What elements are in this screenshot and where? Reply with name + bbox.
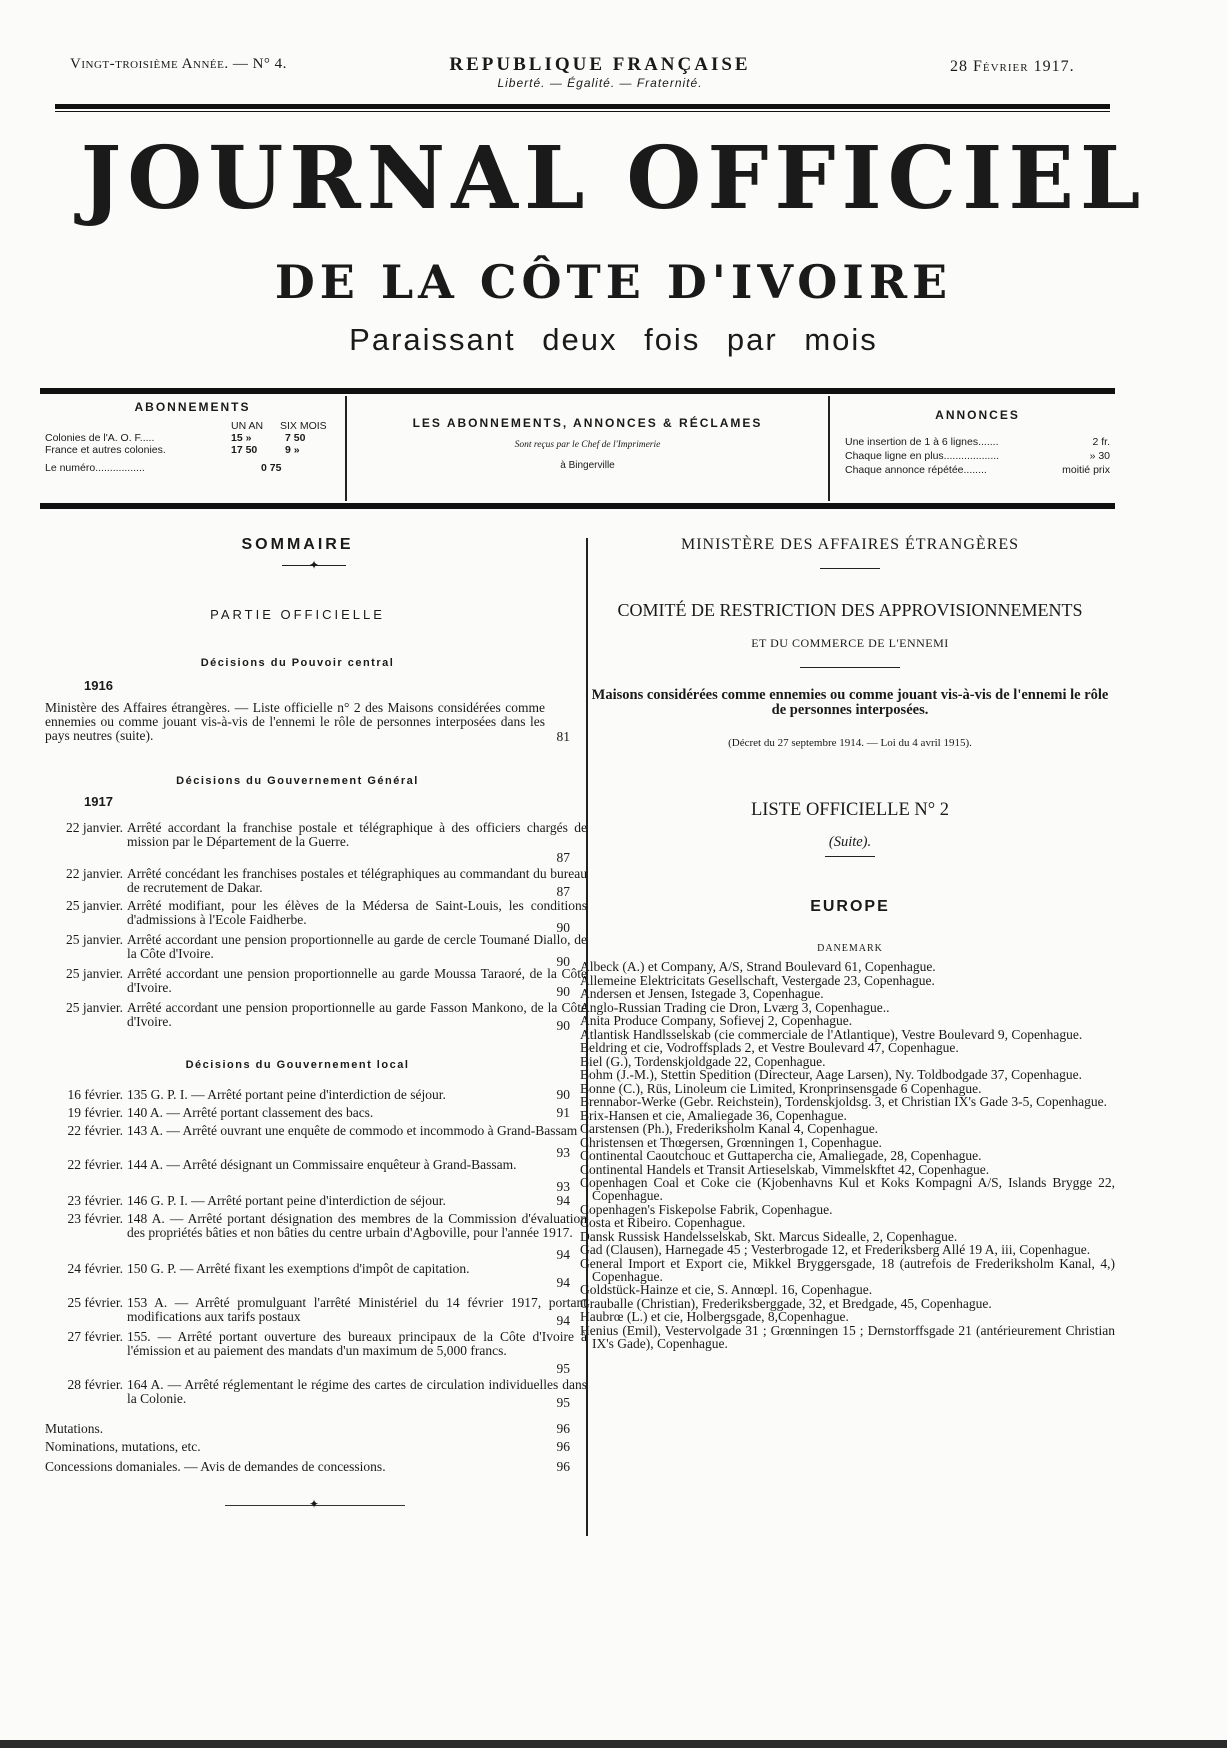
issue-number: Vingt-troisième Année. — N° 4. bbox=[70, 56, 287, 72]
number-label: Le numéro................. bbox=[45, 462, 145, 474]
region-heading: EUROPE bbox=[810, 898, 890, 915]
col-six-label: SIX MOIS bbox=[280, 420, 327, 432]
toc-entry-page: 90 bbox=[556, 1018, 570, 1033]
toc-entry-page: 94 bbox=[556, 1193, 570, 1208]
list-item: Bohm (J.-M.), Stettin Spedition (Directeur, Aage Larsen), Ny. Toldbodgade 37, Copenhague. bbox=[580, 1067, 1083, 1082]
toc-entry-page: 87 bbox=[556, 884, 570, 899]
toc-entry-text: 153 A. — Arrêté promulguant l'arrêté Ministériel du 14 février 1917, portant modifications aux tarifs postaux bbox=[127, 1295, 587, 1324]
toc-entry-date: 22 janvier. bbox=[66, 820, 123, 835]
issue-date: 28 Février 1917. bbox=[950, 58, 1075, 75]
office-heading: LES ABONNEMENTS, ANNONCES & RÉCLAMES bbox=[412, 416, 763, 430]
toc-entry-text: Arrêté accordant une pension proportionnelle au garde Moussa Taraoré, de la Côte d'Ivoire. bbox=[127, 966, 587, 995]
info-box-bottom-rule bbox=[40, 503, 1115, 509]
entries-list bbox=[580, 960, 1115, 1350]
sub-row-year: 17 50 bbox=[231, 444, 258, 456]
col-year-label: UN AN bbox=[231, 420, 264, 432]
list-item: Carstensen (Ph.), Frederiksholm Kanal 4, Copenhague. bbox=[580, 1121, 879, 1136]
list-item: Dansk Russisk Handelsselskab, Skt. Marcus Sidealle, 2, Copenhague. bbox=[580, 1228, 958, 1244]
ads-row-label: Chaque ligne en plus................... bbox=[845, 450, 1000, 462]
section-heading: Décisions du Gouvernement local bbox=[185, 1059, 410, 1071]
toc-entry-text: Concessions domaniales. — Avis de demandes de concessions. bbox=[45, 1459, 386, 1474]
toc-entry-text: 143 A. — Arrêté ouvrant une enquête de commodo et incommodo à Grand-Bassam bbox=[127, 1123, 578, 1138]
toc-entry-text: 148 A. — Arrêté portant désignation des membres de la Commission d'évaluation des propriétés bâties et non bâties du centre urbain d'Agboville, pour l'année 1917. bbox=[127, 1211, 587, 1240]
toc-entry bbox=[45, 700, 570, 745]
toc-entry-text: 164 A. — Arrêté réglementant le régime des cartes de circulation individuelles dans la Colonie. bbox=[127, 1377, 587, 1406]
toc-entry-text: Nominations, mutations, etc. bbox=[45, 1439, 201, 1454]
ads-row-label: Une insertion de 1 à 6 lignes....... bbox=[845, 436, 999, 448]
office-line1: Sont reçus par le Chef de l'Imprimerie bbox=[514, 440, 661, 450]
list-rule bbox=[825, 856, 875, 857]
info-box-divider bbox=[828, 396, 830, 501]
committee-rule bbox=[800, 667, 900, 668]
toc-entry-date: 22 février. bbox=[67, 1123, 123, 1138]
toc-entry-page: 90 bbox=[556, 954, 570, 969]
toc-entry-text: Arrêté modifiant, pour les élèves de la Médersa de Saint-Louis, les conditions d'admissions à l'Ecole Faidherbe. bbox=[127, 898, 587, 927]
toc-entry-text: Mutations. bbox=[45, 1421, 104, 1436]
sub-row-label: Colonies de l'A. O. F..... bbox=[45, 432, 155, 444]
year-label: 1916 bbox=[84, 678, 113, 693]
masthead-rule-thin bbox=[55, 111, 1110, 112]
toc-entry-text: Arrêté accordant la franchise postale et télégraphique à des officiers chargés de mission par le Département de la Guerre. bbox=[127, 820, 587, 849]
list-item: General Import et Export cie, Mikkel Bryggersgade, 18 (autrefois de Frederiksholm Kanal, 4,) Copenhague. bbox=[580, 1255, 1115, 1284]
ads-row-price: moitié prix bbox=[1062, 464, 1110, 476]
list-item: Continental Handels et Transit Artieselskab, Vimmelskftet 42, Copenhague. bbox=[580, 1161, 990, 1177]
list-suite: (Suite). bbox=[828, 834, 872, 850]
toc-entry-date: 25 janvier. bbox=[66, 966, 123, 981]
subscriptions-office bbox=[350, 416, 825, 471]
toc-entry-text: 155. — Arrêté portant ouverture des bureaux principaux de la Côte d'Ivoire à l'émission et au paiement des mandats d'un maximum de 5,000 francs. bbox=[127, 1329, 587, 1358]
journal-title: JOURNAL OFFICIEL bbox=[80, 128, 1147, 229]
toc-entry-page: 90 bbox=[556, 920, 570, 935]
ads-heading: ANNONCES bbox=[935, 408, 1020, 422]
toc-entry-date: 28 février. bbox=[67, 1377, 123, 1392]
toc-entry-text: Arrêté accordant une pension proportionnelle au garde Fasson Mankono, de la Côte d'Ivoire. bbox=[127, 1000, 587, 1029]
toc-entry-page: 81 bbox=[556, 729, 570, 744]
part-heading: PARTIE OFFICIELLE bbox=[210, 607, 385, 622]
toc-entry-text: 140 A. — Arrêté portant classement des bacs. bbox=[127, 1105, 374, 1120]
masthead-center bbox=[420, 54, 780, 90]
toc-entry-page: 93 bbox=[556, 1145, 570, 1160]
toc-entry-date: 27 février. bbox=[67, 1329, 123, 1344]
number-price: 0 75 bbox=[261, 462, 282, 474]
toc-entry-page: 90 bbox=[556, 984, 570, 999]
office-line2: à Bingerville bbox=[560, 460, 615, 471]
list-item: Allemeine Elektricitats Gesellschaft, Vestergade 23, Copenhague. bbox=[580, 972, 935, 988]
list-item: Anglo-Russian Trading cie Dron, Lværg 3, Copenhague.. bbox=[580, 999, 890, 1015]
ads-row-label: Chaque annonce répétée........ bbox=[845, 464, 987, 476]
toc-entry-text: 146 G. P. I. — Arrêté portant peine d'interdiction de séjour. bbox=[127, 1193, 446, 1208]
sub-row-six: 7 50 bbox=[285, 432, 306, 444]
list-item: Beldring et cie, Vodroffsplads 2, et Vestre Boulevard 47, Copenhague. bbox=[580, 1040, 959, 1055]
ornament-diamond: ✦ bbox=[309, 558, 320, 572]
toc-entry-page: 96 bbox=[556, 1459, 570, 1474]
toc-entry-date: 22 janvier. bbox=[66, 866, 123, 881]
list-item: Anita Produce Company, Sofievej 2, Copenhague. bbox=[580, 1013, 853, 1028]
list-item: Christensen et Thœgersen, Grœnningen 1, Copenhague. bbox=[580, 1134, 882, 1150]
toc-entry-text: Arrêté accordant une pension proportionnelle au garde de cercle Toumané Diallo, de la Côte d'Ivoire. bbox=[127, 932, 587, 961]
ads-row-price: » 30 bbox=[1089, 450, 1110, 462]
list-item: Bonne (C.), Rüs, Linoleum cie Limited, Kronprinsensgade 6 Copenhague. bbox=[580, 1080, 982, 1096]
toc-entry-page: 87 bbox=[556, 850, 570, 865]
scan-bottom-edge bbox=[0, 1740, 1227, 1748]
toc-entry-page: 95 bbox=[556, 1361, 570, 1376]
committee-heading: COMITÉ DE RESTRICTION DES APPROVISIONNEMENTS bbox=[617, 600, 1083, 620]
ministry-heading: MINISTÈRE DES AFFAIRES ÉTRANGÈRES bbox=[680, 536, 1020, 553]
toc-entry-text: 150 G. P. — Arrêté fixant les exemptions d'impôt de capitation. bbox=[127, 1261, 470, 1276]
info-box-divider bbox=[345, 396, 347, 501]
toc-entry-text: 135 G. P. I. — Arrêté portant peine d'interdiction de séjour. bbox=[127, 1087, 446, 1102]
list-item: Gad (Clausen), Harnegade 45 ; Vesterbrogade 12, et Frederiksberg Allé 19 A, iii, Copenhague. bbox=[580, 1242, 1091, 1257]
list-item: Copenhagen Coal et Coke cie (Kjobenhavns Kul et Koks Kompagni A/S, Islands Brygge 22, Copenhague. bbox=[580, 1175, 1115, 1203]
journal-subtitle: DE LA CÔTE D'IVOIRE bbox=[274, 255, 953, 309]
list-item: Continental Caoutchouc et Guttapercha cie, Amaliegade, 28, Copenhague. bbox=[580, 1148, 982, 1163]
toc-entry-page: 96 bbox=[556, 1439, 570, 1454]
ads-row-price: 2 fr. bbox=[1092, 436, 1110, 448]
decree-reference: (Décret du 27 septembre 1914. — Loi du 4 avril 1915). bbox=[728, 737, 972, 749]
list-title: LISTE OFFICIELLE N° 2 bbox=[750, 800, 950, 820]
summary-heading: SOMMAIRE bbox=[241, 536, 354, 553]
section-heading: Décisions du Gouvernement Général bbox=[176, 775, 419, 787]
subscriptions-box bbox=[45, 400, 340, 484]
toc-entry-date: 16 février. bbox=[67, 1087, 123, 1102]
toc-entry-page: 93 bbox=[556, 1179, 570, 1194]
country-heading: DANEMARK bbox=[817, 943, 883, 954]
toc-entry-date: 25 février. bbox=[67, 1295, 123, 1310]
info-box-top-rule bbox=[40, 388, 1115, 394]
toc-entry-text: 144 A. — Arrêté désignant un Commissaire enquêteur à Grand-Bassam. bbox=[127, 1157, 517, 1172]
committee-subheading: ET DU COMMERCE DE L'ENNEMI bbox=[751, 636, 949, 650]
list-item: Albeck (A.) et Company, A/S, Strand Boulevard 61, Copenhague. bbox=[580, 959, 936, 974]
list-item: Andersen et Jensen, Istegade 3, Copenhague. bbox=[580, 986, 824, 1001]
toc-entry-text: Ministère des Affaires étrangères. — Liste officielle n° 2 des Maisons considérées comme ennemies ou comme jouant vis-à-vis de l'ennemi le rôle de personnes interposées dans les pays neutres (suite). bbox=[45, 700, 545, 743]
republic-label: REPUBLIQUE FRANÇAISE bbox=[449, 54, 751, 75]
list-item: Atlantisk Handlsselskab (cie commerciale de l'Atlantique), Vestre Boulevard 9, Copenhague. bbox=[580, 1026, 1083, 1042]
publication-frequency: Paraissant deux fois par mois bbox=[349, 322, 878, 357]
toc-entry-page: 90 bbox=[556, 1087, 570, 1102]
toc-entry-page: 91 bbox=[556, 1105, 570, 1120]
list-item: Henius (Emil), Vestervolgade 31 ; Grœnningen 15 ; Dernstorffsgade 21 (antérieurement Christian IX's Gade), Copenhague. bbox=[580, 1322, 1115, 1351]
list-item: Brennabor-Werke (Gebr. Reichstein), Tordenskjoldsg. 3, et Christian IX's Gade 3-5, Copenhague. bbox=[580, 1094, 1108, 1109]
toc-entry-date: 25 janvier. bbox=[66, 1000, 123, 1015]
end-ornament: ✦ bbox=[309, 1497, 320, 1511]
list-item: Costa et Ribeiro. Copenhague. bbox=[580, 1215, 746, 1230]
sub-row-six: 9 » bbox=[285, 444, 300, 456]
list-item: Brix-Hansen et cie, Amaliegade 36, Copenhague. bbox=[580, 1107, 847, 1123]
toc-entry-page: 94 bbox=[556, 1313, 570, 1328]
list-item: Goldstück-Hainze et cie, S. Annœpl. 16, Copenhague. bbox=[580, 1282, 873, 1297]
list-item: Biel (G.), Tordenskjoldgade 22, Copenhague. bbox=[580, 1053, 826, 1069]
toc-entry-date: 19 février. bbox=[67, 1105, 123, 1120]
toc-entry-date: 24 février. bbox=[67, 1261, 123, 1276]
list-item: Copenhagen's Fiskepolse Fabrik, Copenhague. bbox=[580, 1201, 833, 1217]
masthead-rule bbox=[55, 104, 1110, 109]
subscriptions-heading: ABONNEMENTS bbox=[134, 400, 251, 414]
toc-entry-text: Arrêté concédant les franchises postales et télégraphiques au commandant du bureau de recrutement de Dakar. bbox=[127, 866, 587, 895]
toc-entry-date: 25 janvier. bbox=[66, 898, 123, 913]
toc-entry-page: 95 bbox=[556, 1395, 570, 1410]
ministry-rule bbox=[820, 568, 880, 569]
ads-box bbox=[845, 408, 1110, 484]
year-label: 1917 bbox=[84, 794, 113, 809]
section-heading: Décisions du Pouvoir central bbox=[200, 657, 395, 669]
houses-title: Maisons considérées comme ennemies ou comme jouant vis-à-vis de l'ennemi le rôle de personnes interposées. bbox=[591, 687, 1109, 718]
list-item: Haubrœ (L.) et cie, Holbergsgade, 8,Copenhague. bbox=[580, 1309, 849, 1324]
toc-entry-date: 22 février. bbox=[67, 1157, 123, 1172]
toc-entry-date: 23 février. bbox=[67, 1211, 123, 1226]
list-item: Grauballe (Christian), Frederiksberggade, 32, et Bredgade, 45, Copenhague. bbox=[580, 1295, 992, 1311]
toc-entry-date: 23 février. bbox=[67, 1193, 123, 1208]
motto: Liberté. — Égalité. — Fraternité. bbox=[497, 76, 703, 90]
toc-entry-page: 96 bbox=[556, 1421, 570, 1436]
toc-entry-page: 94 bbox=[556, 1247, 570, 1262]
sub-row-year: 15 » bbox=[231, 432, 252, 444]
toc-entry-date: 25 janvier. bbox=[66, 932, 123, 947]
toc-entry-page: 94 bbox=[556, 1275, 570, 1290]
sub-row-label: France et autres colonies. bbox=[45, 444, 166, 456]
